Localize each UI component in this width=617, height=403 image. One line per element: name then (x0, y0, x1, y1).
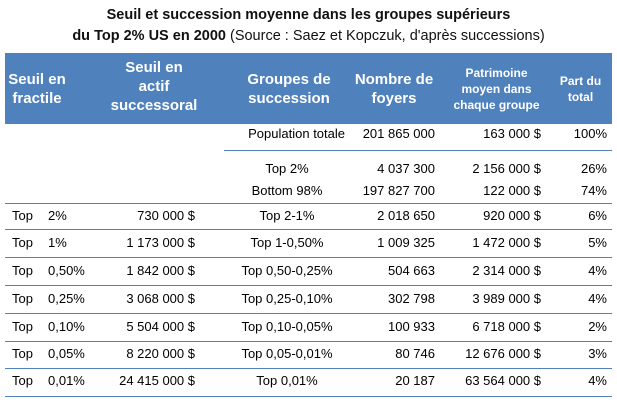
row-divider (5, 313, 612, 314)
patrimoine-cell: 122 000 $ (483, 183, 541, 198)
row-divider (5, 203, 612, 204)
row-divider (5, 368, 612, 369)
table-row (5, 316, 612, 338)
patrimoine-cell: 63 564 000 $ (465, 373, 541, 388)
fractile-cell: 0,01% (48, 373, 85, 388)
fractile-cell: 1% (48, 235, 67, 250)
foyers-cell: 302 798 (388, 291, 435, 306)
table-header (5, 53, 612, 124)
seuil-cell: 5 504 000 $ (126, 319, 195, 334)
top-cell: Top (12, 291, 33, 306)
top-cell: Top (12, 373, 33, 388)
foyers-cell: 80 746 (395, 346, 435, 361)
part-cell: 4% (588, 373, 607, 388)
group-cell: Top 0,10-0,05% (241, 319, 333, 334)
patrimoine-cell: 6 718 000 $ (472, 319, 541, 334)
part-cell: 4% (588, 263, 607, 278)
summary-row-bottom98 (5, 180, 612, 202)
foyers-cell: 197 827 700 (362, 183, 435, 198)
foyers-cell: 4 037 300 (377, 161, 435, 176)
part-cell: 4% (588, 291, 607, 306)
table-row (5, 205, 612, 227)
row-divider (5, 341, 612, 342)
group-cell: Top 0,05-0,01% (241, 346, 333, 361)
top-cell: Top (12, 208, 33, 223)
patrimoine-cell: 920 000 $ (483, 208, 541, 223)
summary-row-population (5, 123, 612, 145)
group-cell: Top 0,50-0,25% (241, 263, 333, 278)
group-cell: Population totale (248, 126, 345, 141)
header-seuil-actif: Seuil en actif successoral (110, 59, 198, 114)
fractile-cell: 0,50% (48, 263, 85, 278)
row-divider (5, 229, 612, 230)
top-cell: Top (12, 263, 33, 278)
foyers-cell: 1 009 325 (377, 235, 435, 250)
part-cell: 6% (588, 208, 607, 223)
row-divider (5, 396, 612, 397)
patrimoine-cell: 1 472 000 $ (472, 235, 541, 250)
row-divider (224, 150, 612, 151)
row-divider (5, 285, 612, 286)
group-cell: Top 2% (265, 161, 309, 176)
table-row (5, 370, 612, 392)
patrimoine-cell: 2 314 000 $ (472, 263, 541, 278)
header-patrimoine: Patrimoine moyen dans chaque groupe (453, 65, 540, 112)
header-foyers: Nombre de foyers (354, 70, 434, 107)
patrimoine-cell: 163 000 $ (483, 126, 541, 141)
patrimoine-cell: 12 676 000 $ (465, 346, 541, 361)
seuil-cell: 24 415 000 $ (119, 373, 195, 388)
group-cell: Top 0,25-0,10% (241, 291, 333, 306)
table-row (5, 343, 612, 365)
foyers-cell: 201 865 000 (362, 126, 435, 141)
header-seuil-fractile: Seuil en fractile (8, 70, 66, 107)
fractile-cell: 0,25% (48, 291, 85, 306)
part-cell: 26% (580, 161, 607, 176)
top-cell: Top (12, 346, 33, 361)
group-cell: Top 0,01% (256, 373, 318, 388)
fractile-cell: 0,05% (48, 346, 85, 361)
seuil-cell: 730 000 $ (137, 208, 195, 223)
seuil-cell: 3 068 000 $ (126, 291, 195, 306)
patrimoine-cell: 3 989 000 $ (472, 291, 541, 306)
foyers-cell: 100 933 (388, 319, 435, 334)
group-cell: Bottom 98% (251, 183, 323, 198)
seuil-cell: 1 842 000 $ (126, 263, 195, 278)
row-divider (5, 257, 612, 258)
subtitle-bold: du Top 2% US en 2000 (72, 28, 226, 44)
table-row (5, 232, 612, 254)
top-cell: Top (12, 235, 33, 250)
part-cell: 5% (588, 235, 607, 250)
table-title: Seuil et succession moyenne dans les groupes supérieurs (106, 7, 511, 23)
part-cell: 74% (580, 183, 607, 198)
part-cell: 3% (588, 346, 607, 361)
top-cell: Top (12, 319, 33, 334)
part-cell: 100% (573, 126, 607, 141)
header-part: Part du total (559, 73, 602, 104)
foyers-cell: 2 018 650 (377, 208, 435, 223)
fractile-cell: 0,10% (48, 319, 85, 334)
group-cell: Top 1-0,50% (250, 235, 324, 250)
foyers-cell: 504 663 (388, 263, 435, 278)
seuil-cell: 1 173 000 $ (126, 235, 195, 250)
summary-row-top2 (5, 158, 612, 180)
foyers-cell: 20 187 (395, 373, 435, 388)
header-groupes: Groupes de succession (247, 70, 331, 107)
subtitle-source: (Source : Saez et Kopczuk, d'après successions) (225, 28, 545, 44)
table-row (5, 288, 612, 310)
table-subtitle (0, 28, 617, 44)
table-row (5, 260, 612, 282)
part-cell: 2% (588, 319, 607, 334)
group-cell: Top 2-1% (259, 208, 315, 223)
fractile-cell: 2% (48, 208, 67, 223)
patrimoine-cell: 2 156 000 $ (472, 161, 541, 176)
seuil-cell: 8 220 000 $ (126, 346, 195, 361)
